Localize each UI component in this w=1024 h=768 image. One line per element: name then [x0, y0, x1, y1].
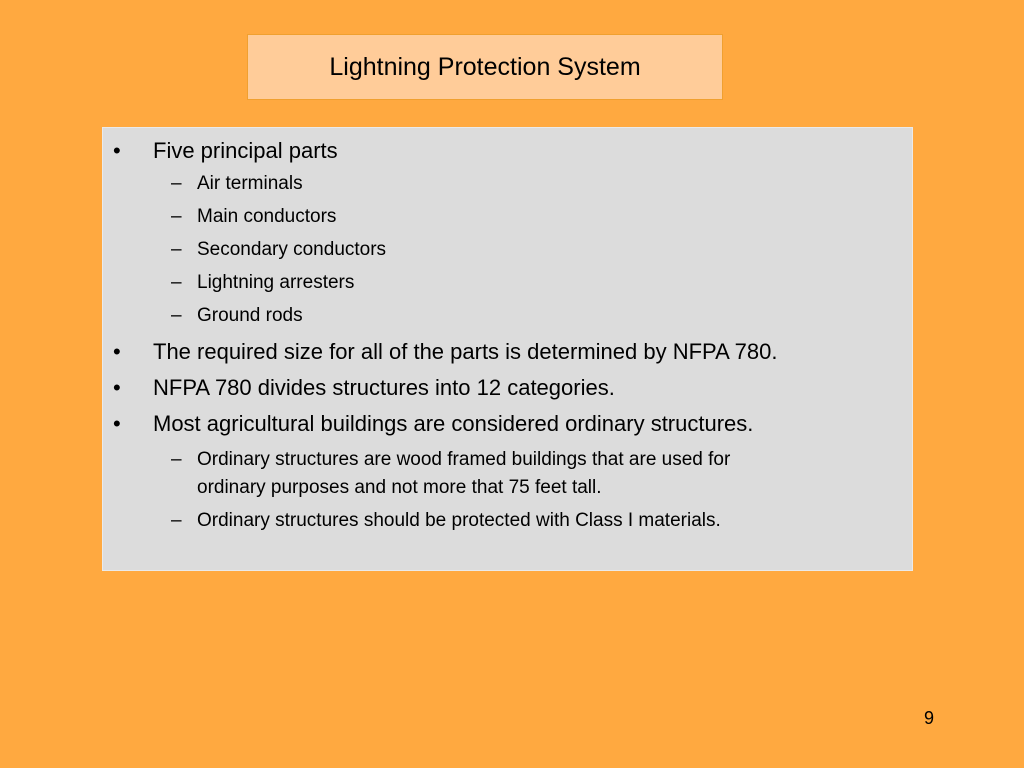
bullet-text: Five principal parts [153, 138, 338, 163]
sub-text: Ordinary structures should be protected with Class I materials. [197, 510, 721, 531]
page-number: 9 [924, 708, 935, 728]
sub-mark: – [171, 206, 182, 227]
bullet-text: The required size for all of the parts is determined by NFPA 780. [153, 339, 778, 364]
sub-text: Secondary conductors [197, 239, 387, 260]
sub-text: Ordinary structures are wood framed buildings that are used for [197, 449, 731, 470]
sub-text: Main conductors [197, 206, 337, 227]
bullet-text: Most agricultural buildings are considered ordinary structures. [153, 411, 754, 436]
sub-text: ordinary purposes and not more that 75 feet tall. [197, 477, 602, 498]
sub-mark: – [171, 305, 182, 326]
sub-text: Ground rods [197, 305, 303, 326]
sub-mark: – [171, 449, 182, 470]
sub-mark: – [171, 173, 182, 194]
content-box [102, 127, 913, 571]
bullet-text: NFPA 780 divides structures into 12 categories. [153, 375, 615, 400]
bullet-mark: • [113, 375, 121, 400]
bullet-mark: • [113, 411, 121, 436]
sub-mark: – [171, 272, 182, 293]
sub-mark: – [171, 239, 182, 260]
sub-mark: – [171, 510, 182, 531]
slide-title-box [247, 34, 723, 100]
slide-title: Lightning Protection System [329, 52, 641, 81]
sub-text: Lightning arresters [197, 272, 355, 293]
sub-text: Air terminals [197, 173, 303, 194]
bullet-mark: • [113, 339, 121, 364]
bullet-mark: • [113, 138, 121, 163]
